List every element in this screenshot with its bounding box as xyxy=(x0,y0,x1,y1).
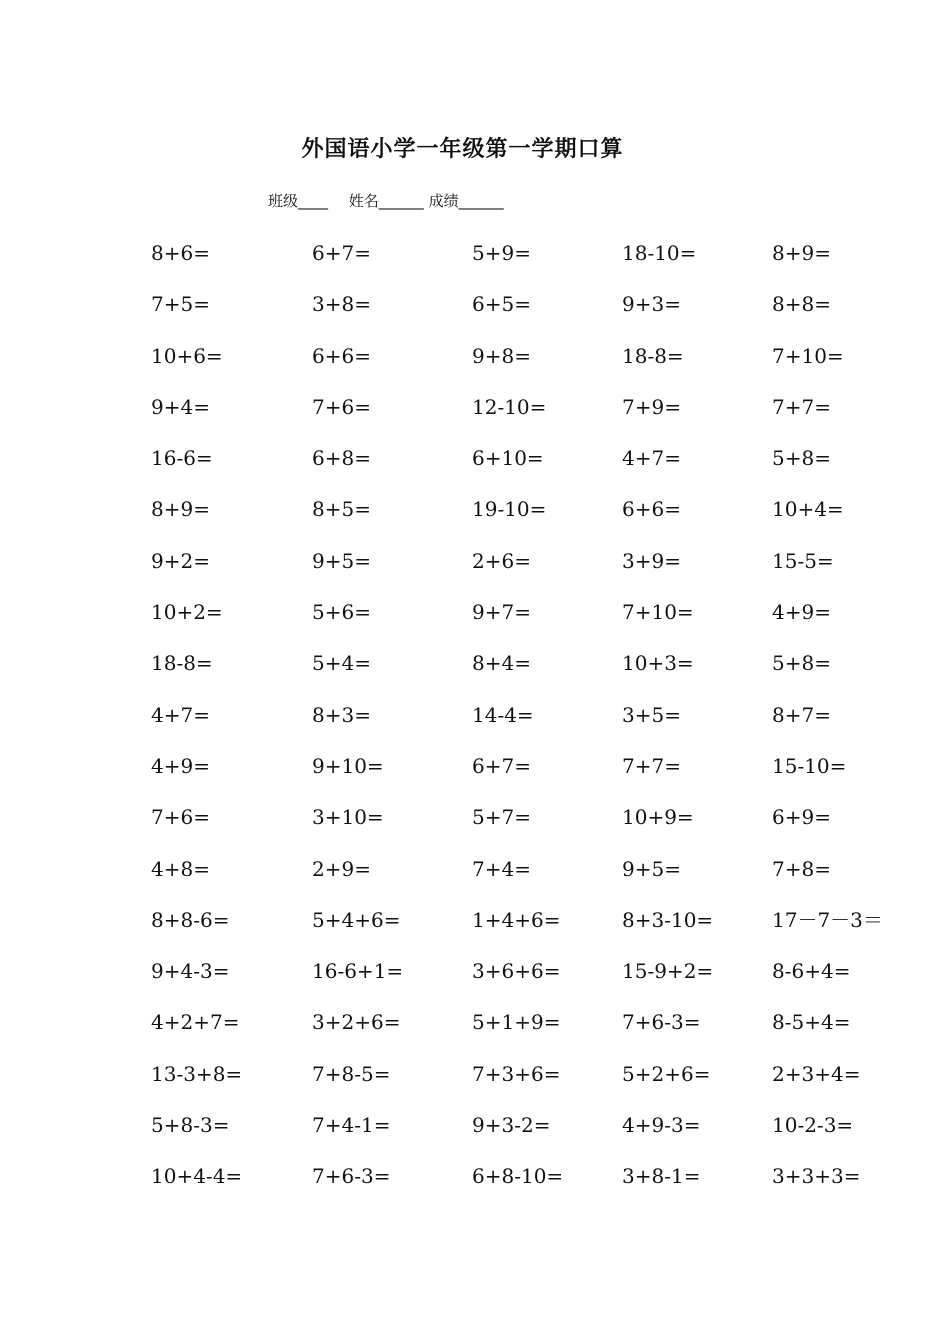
math-problem: 17－7－3＝ xyxy=(772,907,883,932)
math-problem: 10-2-3= xyxy=(772,1113,854,1138)
math-problem: 4+9= xyxy=(772,600,831,625)
math-problem: 3+10= xyxy=(312,805,384,830)
math-problem: 8+8= xyxy=(772,292,831,317)
math-problem: 2+3+4= xyxy=(772,1061,861,1086)
problem-row xyxy=(151,541,891,592)
problem-row xyxy=(151,387,891,438)
math-problem: 10+3= xyxy=(622,651,694,676)
math-problem: 3+5= xyxy=(622,702,681,727)
math-problem: 7+10= xyxy=(622,600,694,625)
math-problem: 18-10= xyxy=(622,241,697,265)
problem-row xyxy=(151,336,891,387)
math-problem: 8-5+4= xyxy=(772,1010,851,1035)
math-problem: 6+5= xyxy=(472,292,531,317)
math-problem: 18-8= xyxy=(622,343,684,368)
problem-row xyxy=(151,284,891,335)
math-problem: 6+8= xyxy=(312,446,371,471)
math-problem: 3+8= xyxy=(312,292,371,317)
math-problem: 9+4-3= xyxy=(151,959,230,984)
math-problem: 8+8-6= xyxy=(151,907,230,932)
math-problem: 5+1+9= xyxy=(472,1010,561,1035)
math-problem: 5+6= xyxy=(312,600,371,625)
problem-row xyxy=(151,438,891,489)
math-problem: 10+6= xyxy=(151,343,223,368)
student-info-line xyxy=(268,190,504,211)
math-problem: 9+5= xyxy=(312,548,371,573)
problem-row xyxy=(151,797,891,848)
math-problem: 7+7= xyxy=(772,394,831,419)
math-problem: 5+4= xyxy=(312,651,371,676)
name-field[interactable]: 姓名______ xyxy=(348,192,424,210)
math-problem: 9+3-2= xyxy=(472,1113,551,1138)
math-problem: 15-9+2= xyxy=(622,959,714,984)
math-problem: 6+7= xyxy=(312,241,371,265)
math-problem: 3+9= xyxy=(622,548,681,573)
math-problem: 6+6= xyxy=(312,343,371,368)
math-problem: 5+8-3= xyxy=(151,1113,230,1138)
math-problem: 7+3+6= xyxy=(472,1061,561,1086)
problem-row xyxy=(151,900,891,951)
math-problem: 15-5= xyxy=(772,548,834,573)
problem-row xyxy=(151,489,891,540)
math-problem: 7+8= xyxy=(772,856,831,881)
problem-grid xyxy=(151,233,891,1208)
math-problem: 10+2= xyxy=(151,600,223,625)
page-title: 外国语小学一年级第一学期口算 xyxy=(301,137,624,162)
math-problem: 7+5= xyxy=(151,292,210,317)
problem-row xyxy=(151,1054,891,1105)
math-problem: 9+5= xyxy=(622,856,681,881)
math-problem: 7+9= xyxy=(622,394,681,419)
math-problem: 7+4-1= xyxy=(312,1113,391,1138)
math-problem: 9+3= xyxy=(622,292,681,317)
math-problem: 9+2= xyxy=(151,548,210,573)
math-problem: 19-10= xyxy=(472,497,547,522)
problem-row xyxy=(151,643,891,694)
math-problem: 5+7= xyxy=(472,805,531,830)
math-problem: 6+9= xyxy=(772,805,831,830)
math-problem: 6+7= xyxy=(472,753,531,778)
math-problem: 8+7= xyxy=(772,702,831,727)
math-problem: 4+8= xyxy=(151,856,210,881)
problem-row xyxy=(151,233,891,284)
math-problem: 15-10= xyxy=(772,753,847,778)
math-problem: 9+4= xyxy=(151,394,210,419)
math-problem: 5+9= xyxy=(472,241,531,265)
math-problem: 8-6+4= xyxy=(772,959,851,984)
math-problem: 7+6-3= xyxy=(312,1164,391,1189)
math-problem: 3+8-1= xyxy=(622,1164,701,1189)
math-problem: 5+4+6= xyxy=(312,907,401,932)
problem-row xyxy=(151,746,891,797)
math-problem: 12-10= xyxy=(472,394,547,419)
problem-row xyxy=(151,849,891,900)
math-problem: 7+6= xyxy=(151,805,210,830)
problem-row xyxy=(151,592,891,643)
math-problem: 7+6-3= xyxy=(622,1010,701,1035)
math-problem: 3+3+3= xyxy=(772,1164,861,1189)
math-problem: 7+6= xyxy=(312,394,371,419)
class-field[interactable]: 班级____ xyxy=(268,192,329,210)
problem-row xyxy=(151,1156,891,1207)
math-problem: 3+2+6= xyxy=(312,1010,401,1035)
math-problem: 4+9= xyxy=(151,753,210,778)
math-problem: 18-8= xyxy=(151,651,213,676)
math-problem: 1+4+6= xyxy=(472,907,561,932)
math-problem: 8+4= xyxy=(472,651,531,676)
math-problem: 8+3-10= xyxy=(622,907,714,932)
math-problem: 6+6= xyxy=(622,497,681,522)
problem-row xyxy=(151,1105,891,1156)
math-problem: 5+8= xyxy=(772,651,831,676)
math-problem: 3+6+6= xyxy=(472,959,561,984)
math-problem: 16-6+1= xyxy=(312,959,404,984)
math-problem: 8+9= xyxy=(151,497,210,522)
math-problem: 13-3+8= xyxy=(151,1061,243,1086)
math-problem: 8+3= xyxy=(312,702,371,727)
math-problem: 16-6= xyxy=(151,446,213,471)
math-problem: 10+9= xyxy=(622,805,694,830)
math-problem: 7+10= xyxy=(772,343,844,368)
problem-row xyxy=(151,695,891,746)
problem-row xyxy=(151,1002,891,1053)
math-problem: 5+2+6= xyxy=(622,1061,711,1086)
math-problem: 2+6= xyxy=(472,548,531,573)
math-problem: 10+4-4= xyxy=(151,1164,243,1189)
score-field[interactable]: 成绩______ xyxy=(428,192,504,210)
math-problem: 8+6= xyxy=(151,241,210,265)
math-problem: 14-4= xyxy=(472,702,534,727)
math-problem: 6+8-10= xyxy=(472,1164,564,1189)
math-problem: 9+7= xyxy=(472,600,531,625)
math-problem: 4+7= xyxy=(622,446,681,471)
math-problem: 2+9= xyxy=(312,856,371,881)
math-problem: 4+7= xyxy=(151,702,210,727)
math-problem: 7+4= xyxy=(472,856,531,881)
math-problem: 6+10= xyxy=(472,446,544,471)
math-problem: 4+9-3= xyxy=(622,1113,701,1138)
math-problem: 9+10= xyxy=(312,753,384,778)
math-problem: 10+4= xyxy=(772,497,844,522)
math-problem: 7+7= xyxy=(622,753,681,778)
math-problem: 7+8-5= xyxy=(312,1061,391,1086)
math-problem: 9+8= xyxy=(472,343,531,368)
math-problem: 8+5= xyxy=(312,497,371,522)
problem-row xyxy=(151,951,891,1002)
math-problem: 5+8= xyxy=(772,446,831,471)
math-problem: 8+9= xyxy=(772,241,831,265)
math-problem: 4+2+7= xyxy=(151,1010,240,1035)
